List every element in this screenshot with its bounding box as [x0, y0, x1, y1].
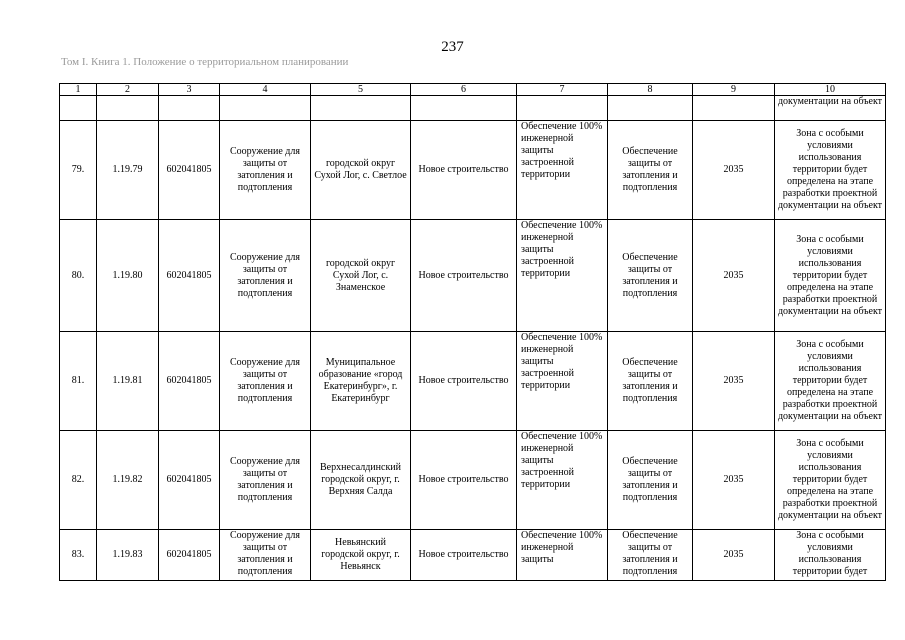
table-cell	[311, 96, 411, 121]
object-deadline: 2035	[693, 431, 775, 530]
object-characteristics: Обеспечение 100% инженерной защиты	[517, 530, 608, 581]
object-deadline: 2035	[693, 220, 775, 332]
object-location: городской округ Сухой Лог, с. Знаменское	[311, 220, 411, 332]
table-row	[60, 121, 886, 220]
object-code: 602041805	[159, 332, 220, 431]
row-index: 81.	[60, 332, 97, 431]
object-code: 602041805	[159, 121, 220, 220]
column-number: 6	[411, 84, 517, 96]
table-cell	[608, 96, 693, 121]
object-zone: Зона с особыми условиями использования территории будет	[775, 530, 886, 581]
row-index: 82.	[60, 431, 97, 530]
column-number: 9	[693, 84, 775, 96]
object-deadline: 2035	[693, 332, 775, 431]
object-purpose: Обеспечение защиты от затопления и подтопления	[608, 431, 693, 530]
column-number: 4	[220, 84, 311, 96]
table-row	[60, 220, 886, 332]
object-name: Сооружение для защиты от затопления и подтопления	[220, 431, 311, 530]
object-purpose: Обеспечение защиты от затопления и подтопления	[608, 530, 693, 581]
object-deadline: 2035	[693, 530, 775, 581]
column-number: 3	[159, 84, 220, 96]
column-number: 7	[517, 84, 608, 96]
object-name: Сооружение для защиты от затопления и подтопления	[220, 121, 311, 220]
column-number: 2	[97, 84, 159, 96]
column-number-row	[60, 84, 886, 96]
table-row	[60, 530, 886, 581]
object-location: городской округ Сухой Лог, с. Светлое	[311, 121, 411, 220]
table-cell	[693, 96, 775, 121]
table-row	[60, 431, 886, 530]
table-cell	[411, 96, 517, 121]
object-location: Верхнесалдинский городской округ, г. Верхняя Салда	[311, 431, 411, 530]
continuation-row	[60, 96, 886, 121]
object-zone: Зона с особыми условиями использования территории будет определена на этапе разработки проектной документации на объект	[775, 220, 886, 332]
page-number: 237	[441, 39, 464, 55]
object-name: Сооружение для защиты от затопления и подтопления	[220, 332, 311, 431]
object-number: 1.19.79	[97, 121, 159, 220]
object-zone: Зона с особыми условиями использования территории будет определена на этапе разработки проектной документации на объект	[775, 121, 886, 220]
row-index: 83.	[60, 530, 97, 581]
object-zone: Зона с особыми условиями использования территории будет определена на этапе разработки проектной документации на объект	[775, 332, 886, 431]
object-status: Новое строительство	[411, 332, 517, 431]
table-cell: документации на объект	[775, 96, 886, 121]
table-cell	[60, 96, 97, 121]
table-cell	[517, 96, 608, 121]
object-number: 1.19.82	[97, 431, 159, 530]
object-status: Новое строительство	[411, 530, 517, 581]
row-index: 80.	[60, 220, 97, 332]
object-status: Новое строительство	[411, 121, 517, 220]
object-status: Новое строительство	[411, 220, 517, 332]
running-header: Том I. Книга 1. Положение о территориальном планировании	[61, 56, 349, 68]
object-characteristics: Обеспечение 100% инженерной защиты застроенной территории	[517, 121, 608, 220]
table-cell	[97, 96, 159, 121]
table-cell	[220, 96, 311, 121]
column-number: 8	[608, 84, 693, 96]
objects-table	[59, 83, 886, 581]
object-deadline: 2035	[693, 121, 775, 220]
object-purpose: Обеспечение защиты от затопления и подтопления	[608, 121, 693, 220]
table-cell	[159, 96, 220, 121]
object-name: Сооружение для защиты от затопления и подтопления	[220, 530, 311, 581]
column-number: 1	[60, 84, 97, 96]
object-purpose: Обеспечение защиты от затопления и подтопления	[608, 332, 693, 431]
object-number: 1.19.83	[97, 530, 159, 581]
object-location: Невьянский городской округ, г. Невьянск	[311, 530, 411, 581]
column-number: 10	[775, 84, 886, 96]
object-status: Новое строительство	[411, 431, 517, 530]
table-row	[60, 332, 886, 431]
object-code: 602041805	[159, 530, 220, 581]
object-location: Муниципальное образование «город Екатеринбург», г. Екатеринбург	[311, 332, 411, 431]
object-characteristics: Обеспечение 100% инженерной защиты застроенной территории	[517, 332, 608, 431]
object-characteristics: Обеспечение 100% инженерной защиты застроенной территории	[517, 220, 608, 332]
object-zone: Зона с особыми условиями использования территории будет определена на этапе разработки проектной документации на объект	[775, 431, 886, 530]
column-number: 5	[311, 84, 411, 96]
object-number: 1.19.80	[97, 220, 159, 332]
object-purpose: Обеспечение защиты от затопления и подтопления	[608, 220, 693, 332]
object-characteristics: Обеспечение 100% инженерной защиты застроенной территории	[517, 431, 608, 530]
row-index: 79.	[60, 121, 97, 220]
object-code: 602041805	[159, 220, 220, 332]
object-code: 602041805	[159, 431, 220, 530]
object-number: 1.19.81	[97, 332, 159, 431]
object-name: Сооружение для защиты от затопления и подтопления	[220, 220, 311, 332]
